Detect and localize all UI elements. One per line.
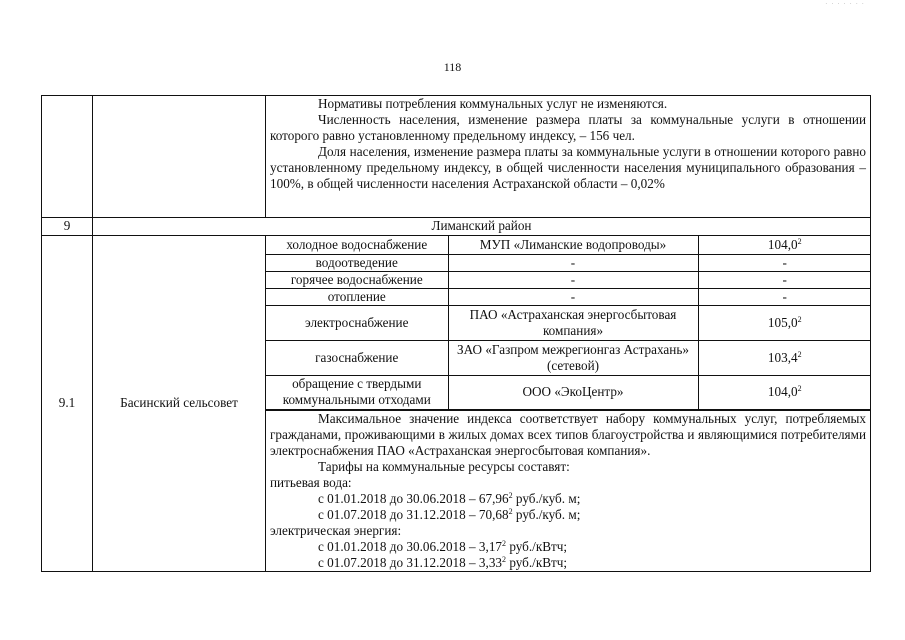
service-row xyxy=(266,305,871,340)
service-row xyxy=(266,375,871,409)
service-provider: ЗАО «Газпром межрегионгаз Астрахань» (сетевой) xyxy=(448,340,698,375)
tariff-water-h2: с 01.07.2018 до 31.12.2018 – 70,68$^2$ руб./куб. м; xyxy=(318,506,581,522)
paragraph-tariffs-heading: Тарифы на коммунальные ресурсы составят: xyxy=(318,458,570,474)
section-number: 9 xyxy=(42,218,93,236)
service-name: обращение с твердыми коммунальными отходами xyxy=(266,375,448,409)
services-cell xyxy=(266,236,871,411)
cell-notes-text xyxy=(266,410,871,571)
service-index: 104,0$^2$ xyxy=(698,236,871,254)
service-row xyxy=(266,271,871,288)
label-electric-energy: электрическая энергия: xyxy=(270,522,402,538)
service-index: 105,0$^2$ xyxy=(698,305,871,340)
service-name: отопление xyxy=(266,288,448,305)
paragraph-norms: Нормативы потребления коммунальных услуг не изменяются. xyxy=(318,96,668,111)
service-row xyxy=(266,340,871,375)
table-row-continuation xyxy=(42,96,871,218)
service-row xyxy=(266,254,871,271)
page-number: 118 xyxy=(443,60,462,74)
service-provider: - xyxy=(448,288,698,305)
cell-continuation-text xyxy=(266,96,871,218)
table-row-services xyxy=(42,236,871,411)
label-drinking-water: питьевая вода: xyxy=(270,474,352,490)
paragraph-population-count: Численность населения, изменение размера платы за коммунальные услуги в отношении которого равно установленному предельному индексу, – 156 чел. xyxy=(270,112,866,143)
service-index: - xyxy=(698,254,871,271)
service-index: 104,0$^2$ xyxy=(698,375,871,409)
table-row-section xyxy=(42,218,871,236)
service-provider: МУП «Лиманские водопроводы» xyxy=(448,236,698,254)
tariff-table xyxy=(41,95,871,572)
paragraph-max-index: Максимальное значение индекса соответствует набору коммунальных услуг, потребляемых гражданами, проживающими в жилых домах всех типов благоустройства и являющимися потребителями электроснабжения ПАО «Астраханская энергосбытовая компания». xyxy=(270,410,866,458)
service-provider: ООО «ЭкоЦентр» xyxy=(448,375,698,409)
section-title: Лиманский район xyxy=(93,218,871,236)
service-index: - xyxy=(698,271,871,288)
tariff-power-h2: с 01.07.2018 до 31.12.2018 – 3,33$^2$ руб./кВтч; xyxy=(318,554,568,570)
cell-empty-num xyxy=(42,96,93,218)
service-provider: - xyxy=(448,271,698,288)
service-index: 103,4$^2$ xyxy=(698,340,871,375)
subsection-number: 9.1 xyxy=(42,236,93,572)
service-name: газоснабжение xyxy=(266,340,448,375)
service-row xyxy=(266,288,871,305)
service-name: водоотведение xyxy=(266,254,448,271)
paragraph-population-share: Доля населения, изменение размера платы за коммунальные услуги в отношении которого равно установленному предельному индексу, в общей численности населения муниципального образования – 100%, в общей численности населения Астраханской области – 0,02% xyxy=(270,144,866,191)
service-name: электроснабжение xyxy=(266,305,448,340)
service-name: холодное водоснабжение xyxy=(266,236,448,254)
tariff-water-h1: с 01.01.2018 до 30.06.2018 – 67,96$^2$ руб./куб. м; xyxy=(318,490,581,506)
tariff-power-h1: с 01.01.2018 до 30.06.2018 – 3,17$^2$ руб./кВтч; xyxy=(318,538,568,554)
service-index: - xyxy=(698,288,871,305)
service-name: горячее водоснабжение xyxy=(266,271,448,288)
service-provider: ПАО «Астраханская энергосбытовая компания» xyxy=(448,305,698,340)
scan-artifact: · · · · · · · xyxy=(825,0,865,8)
service-row xyxy=(266,236,871,254)
service-provider: - xyxy=(448,254,698,271)
services-table xyxy=(266,236,871,410)
cell-empty-name xyxy=(93,96,266,218)
subsection-name: Басинский сельсовет xyxy=(93,236,266,572)
